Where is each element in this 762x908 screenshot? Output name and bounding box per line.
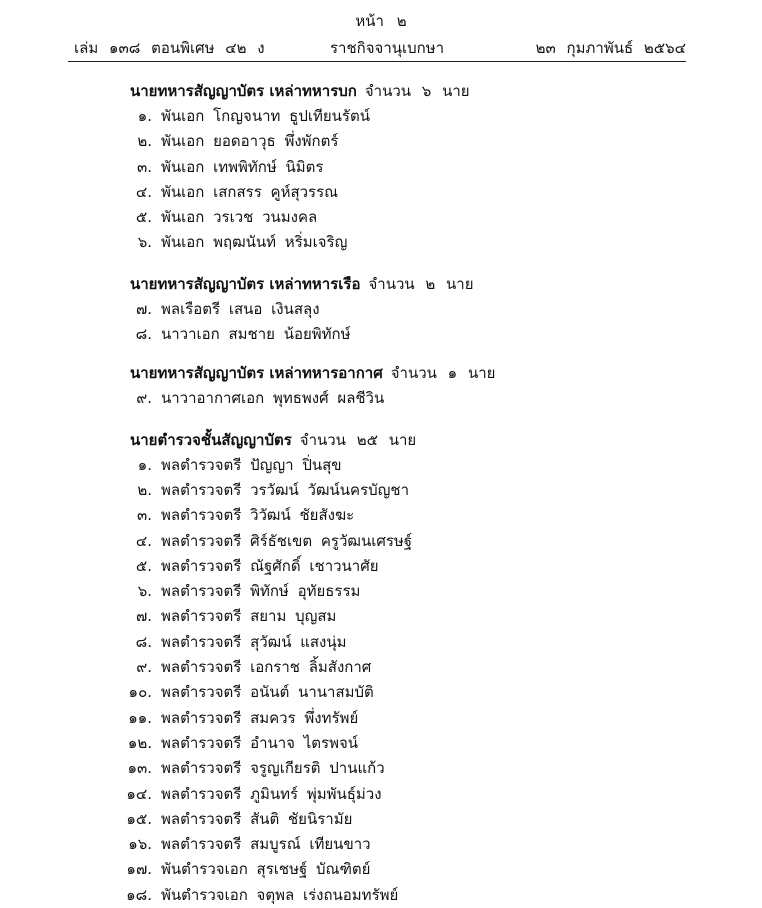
section-army: [0, 79, 762, 256]
list-item: [0, 453, 762, 478]
item-name: พลตำรวจตรี ณัฐศักดิ์ เชาวนาศัย: [161, 556, 379, 575]
item-name: พันเอก เทพพิทักษ์ นิมิตร: [161, 157, 324, 176]
list-item: [0, 680, 762, 705]
list-item: [0, 230, 762, 255]
item-number: ๑๒.: [127, 733, 152, 752]
item-name: พันตำรวจเอก จตุพล เร่งถนอมทรัพย์: [161, 885, 399, 904]
item-name: พลตำรวจตรี พิทักษ์ อุทัยธรรม: [161, 582, 361, 601]
item-name: พลตำรวจตรี ศิร์ธัชเขต ครูวัฒนเศรษฐ์: [161, 531, 413, 550]
list-item: [0, 104, 762, 129]
list-item: [0, 782, 762, 807]
page-label: หน้า: [355, 12, 384, 30]
list-item: [0, 807, 762, 832]
item-name: พลตำรวจตรี วรวัฒน์ วัฒน์นครบัญชา: [161, 480, 410, 499]
list-item: [0, 554, 762, 579]
item-number: ๓.: [136, 157, 152, 176]
item-number: ๑๘.: [126, 885, 152, 904]
list-item: [0, 655, 762, 680]
item-name: พันเอก ยอดอาวุธ พึ่งพักตร์: [161, 132, 339, 151]
section-title: [0, 79, 762, 104]
item-number: ๑.: [137, 455, 152, 474]
section-heading: นายตำรวจชั้นสัญญาบัตร: [130, 430, 292, 449]
item-name: พลตำรวจตรี สุวัฒน์ แสงนุ่ม: [161, 632, 347, 651]
list-item: [0, 386, 762, 411]
list-item: [0, 297, 762, 322]
section-title: [0, 361, 762, 386]
item-name: พลตำรวจตรี วิวัฒน์ ชัยสังฆะ: [161, 506, 355, 525]
item-number: ๑๓.: [127, 759, 152, 778]
section-count: จำนวน ๒ นาย: [368, 274, 474, 293]
item-name: พลตำรวจตรี ภูมินทร์ พุ่มพันธุ์ม่วง: [161, 784, 382, 803]
item-number: ๕.: [135, 556, 152, 575]
list-item: [0, 604, 762, 629]
list-item: [0, 579, 762, 604]
item-number: ๗.: [135, 607, 152, 626]
section-title: [0, 428, 762, 453]
item-number: ๑.: [137, 107, 152, 125]
item-name: นาวาอากาศเอก พุทธพงศ์ ผลชีวิน: [161, 389, 385, 408]
list-item: [0, 857, 762, 882]
list-item: [0, 883, 762, 908]
gazette-header: [74, 36, 686, 58]
item-name: พลตำรวจตรี สยาม บุญสม: [161, 607, 337, 626]
item-number: ๑๕.: [126, 809, 152, 828]
item-number: ๘.: [135, 632, 152, 651]
list-item: [0, 129, 762, 154]
list-item: [0, 832, 762, 857]
item-number: ๑๑.: [128, 708, 152, 727]
publication-date: ๒๓ กุมภาพันธ์ ๒๕๖๔: [535, 39, 686, 57]
item-name: พลตำรวจตรี เอกราช ลิ้มสังกาศ: [161, 658, 372, 677]
item-number: ๙.: [136, 389, 152, 408]
item-number: ๖.: [137, 582, 152, 601]
list-item: [0, 478, 762, 503]
item-number: ๙.: [136, 658, 152, 677]
list-item: [0, 630, 762, 655]
item-name: พันตำรวจเอก สุรเชษฐ์ บัณฑิตย์: [161, 860, 371, 879]
item-name: พันเอก เสกสรร คูห์สุวรรณ: [161, 182, 339, 201]
item-name: พลตำรวจตรี สันติ ชัยนิรามัย: [161, 809, 353, 828]
item-name: พันเอก พฤฒนันท์ หริ่มเจริญ: [161, 233, 348, 252]
section-navy: [0, 272, 762, 348]
item-number: ๓.: [136, 506, 152, 525]
item-name: พันเอก โกญจนาท ธูปเทียนรัตน์: [161, 107, 370, 125]
item-name: พลตำรวจตรี สมควร พึ่งทรัพย์: [161, 708, 359, 727]
list-item: [0, 180, 762, 205]
page-number: ๒: [396, 12, 407, 30]
item-name: พลเรือตรี เสนอ เงินสลุง: [161, 299, 320, 318]
item-number: ๒.: [137, 480, 152, 499]
list-item: [0, 529, 762, 554]
list-item: [0, 322, 762, 347]
item-name: พลตำรวจตรี อนันต์ นานาสมบัติ: [161, 683, 374, 702]
item-number: ๖.: [137, 233, 152, 252]
section-count: จำนวน ๒๕ นาย: [299, 430, 417, 449]
item-number: ๗.: [135, 299, 152, 318]
list-item: [0, 155, 762, 180]
item-number: ๕.: [135, 208, 152, 227]
item-number: ๑๗.: [126, 860, 152, 879]
section-title: [0, 272, 762, 297]
volume-issue: เล่ม ๑๓๘ ตอนพิเศษ ๔๒ ง: [74, 39, 265, 57]
item-name: พลตำรวจตรี อำนาจ ไตรพจน์: [161, 733, 359, 752]
item-number: ๒.: [137, 132, 152, 151]
item-name: พันเอก วรเวช วนมงคล: [161, 208, 318, 227]
list-item: [0, 205, 762, 230]
item-number: ๘.: [135, 325, 152, 344]
list-item: [0, 503, 762, 528]
section-count: จำนวน ๖ นาย: [364, 82, 470, 100]
section-count: จำนวน ๑ นาย: [390, 364, 496, 383]
section-heading: นายทหารสัญญาบัตร เหล่าทหารอากาศ: [130, 364, 383, 383]
header-divider: [68, 61, 686, 62]
item-number: ๔.: [135, 531, 152, 550]
item-name: พลตำรวจตรี สมบูรณ์ เทียนขาว: [161, 835, 371, 854]
document-body: [0, 79, 762, 908]
section-air-force: [0, 361, 762, 411]
item-name: นาวาเอก สมชาย น้อยพิทักษ์: [161, 325, 351, 344]
section-heading: นายทหารสัญญาบัตร เหล่าทหารเรือ: [130, 274, 361, 293]
section-police: [0, 428, 762, 908]
list-item: [0, 706, 762, 731]
section-heading: นายทหารสัญญาบัตร เหล่าทหารบก: [130, 82, 357, 100]
list-item: [0, 756, 762, 781]
item-number: ๑๐.: [128, 683, 152, 702]
item-number: ๔.: [135, 182, 152, 201]
page-number-line: [0, 9, 762, 33]
item-number: ๑๖.: [128, 835, 152, 854]
item-name: พลตำรวจตรี จรูญเกียรติ ปานแก้ว: [161, 759, 385, 778]
item-number: ๑๔.: [126, 784, 152, 803]
list-item: [0, 731, 762, 756]
item-name: พลตำรวจตรี ปัญญา ปิ่นสุข: [161, 455, 342, 474]
publication-title: ราชกิจจานุเบกษา: [330, 39, 445, 57]
